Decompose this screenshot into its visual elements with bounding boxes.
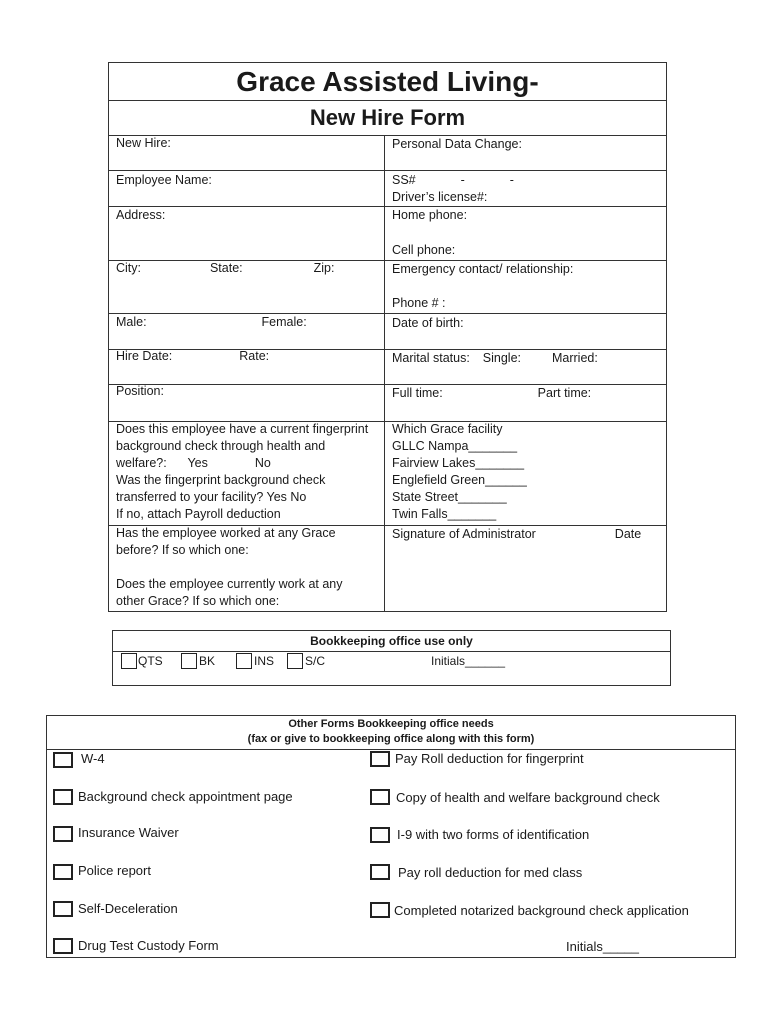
police-report-checkbox[interactable] [53,864,73,880]
current-employment-question[interactable] [116,576,378,610]
facility-option[interactable]: State Street_______ [392,490,507,504]
fingerprint-yes[interactable]: Yes [187,456,208,470]
sc-checkbox[interactable] [287,653,303,669]
health-welfare-copy-checkbox[interactable] [370,789,390,805]
position-field[interactable]: Position: [116,384,164,398]
city-state-zip-row [116,260,378,277]
part-time-field[interactable]: Part time: [537,386,592,400]
ins-checkbox[interactable] [236,653,252,669]
bk-label: BK [199,654,216,668]
emergency-contact-field[interactable]: Emergency contact/ relationship: [392,262,574,276]
notarized-application-label: Completed notarized background check application [394,903,689,918]
fingerprint-no[interactable]: No [254,456,271,470]
background-appointment-checkbox[interactable] [53,789,73,805]
zip-field[interactable]: Zip: [313,261,335,275]
fingerprint-q-line: welfare?: [116,456,167,470]
payroll-fingerprint-label: Pay Roll deduction for fingerprint [395,751,584,766]
fingerprint-question [116,421,378,523]
other-forms-box [46,715,736,958]
i9-checkbox[interactable] [370,827,390,843]
home-phone-field[interactable]: Home phone: [392,208,468,222]
facility-option[interactable]: GLLC Nampa_______ [392,439,518,453]
marital-status-row [392,350,662,367]
bookkeeping-header: Bookkeeping office use only [113,631,670,652]
other-forms-header-line: Other Forms Bookkeeping office needs [288,718,494,730]
rate-field[interactable]: Rate: [239,349,270,363]
previous-employment-question[interactable] [116,525,378,559]
fingerprint-q-line: background check through health and [116,439,326,453]
ss-field[interactable] [392,172,662,189]
worked-q-line: before? If so which one: [116,543,249,557]
police-report-label: Police report [78,863,151,878]
insurance-waiver-label: Insurance Waiver [78,825,179,840]
w4-label: W-4 [81,751,105,766]
marital-status-label: Marital status: [392,351,470,365]
background-appointment-label: Background check appointment page [78,789,293,804]
transfer-q-line[interactable]: transferred to your facility? Yes No [116,490,307,504]
signature-row[interactable] [392,526,662,543]
new-hire-form [108,62,667,612]
date-of-birth-field[interactable]: Date of birth: [392,316,464,330]
city-field[interactable]: City: [116,261,141,275]
bk-checkbox[interactable] [181,653,197,669]
med-class-checkbox[interactable] [370,864,390,880]
qts-label: QTS [138,654,163,668]
address-field[interactable]: Address: [116,208,166,222]
facility-option[interactable]: Englefield Green______ [392,473,527,487]
med-class-label: Pay roll deduction for med class [398,865,583,880]
drug-test-checkbox[interactable] [53,938,73,954]
ss-label: SS# [392,173,416,187]
cell-phone-field[interactable]: Cell phone: [392,243,456,257]
transfer-q-line: Was the fingerprint background check [116,473,326,487]
other-forms-header-line: (fax or give to bookkeeping office along with this form) [247,733,535,745]
gender-row [116,314,378,331]
row-divider [109,170,666,171]
fingerprint-q-line: Does this employee have a current fingerprint [116,422,369,436]
i9-label: I-9 with two forms of identification [397,827,590,842]
fingerprint-answer-row [116,455,378,472]
sc-label: S/C [305,654,326,668]
other-forms-header [47,716,735,750]
qts-checkbox[interactable] [121,653,137,669]
signature-label: Signature of Administrator [392,527,536,541]
facility-option[interactable]: Twin Falls_______ [392,507,497,521]
female-field[interactable]: Female: [261,315,307,329]
drivers-license-field[interactable]: Driver’s license#: [392,190,488,204]
facility-header: Which Grace facility [392,422,503,436]
payroll-fingerprint-checkbox[interactable] [370,751,390,767]
facility-selection [392,421,662,523]
ss-dash: - [460,173,465,187]
self-declaration-checkbox[interactable] [53,901,73,917]
drug-test-label: Drug Test Custody Form [78,938,219,953]
employment-type-row [392,385,662,402]
ss-dash: - [509,173,514,187]
hire-date-field[interactable]: Hire Date: [116,349,173,363]
form-title: Grace Assisted Living- [109,63,666,101]
other-forms-initials[interactable]: Initials_____ [566,939,639,954]
new-hire-field[interactable]: New Hire: [116,136,171,150]
insurance-waiver-checkbox[interactable] [53,826,73,842]
married-field[interactable]: Married: [551,351,598,365]
employee-name-field[interactable]: Employee Name: [116,173,212,187]
date-label: Date [614,527,642,541]
full-time-field[interactable]: Full time: [392,386,443,400]
w4-checkbox[interactable] [53,752,73,768]
form-subtitle: New Hire Form [109,100,666,136]
notarized-application-checkbox[interactable] [370,902,390,918]
transfer-q-line: If no, attach Payroll deduction [116,507,281,521]
health-welfare-copy-label: Copy of health and welfare background check [396,790,660,805]
male-field[interactable]: Male: [116,315,147,329]
current-q-line: other Grace? If so which one: [116,594,280,608]
current-q-line: Does the employee currently work at any [116,577,343,591]
bookkeeping-box [112,630,671,686]
ins-label: INS [254,654,275,668]
worked-q-line: Has the employee worked at any Grace [116,526,336,540]
hire-date-rate-row [116,348,378,365]
single-field[interactable]: Single: [482,351,522,365]
state-field[interactable]: State: [209,261,243,275]
bookkeeping-initials[interactable]: Initials______ [431,654,506,668]
personal-data-change-field[interactable]: Personal Data Change: [392,137,522,151]
phone-number-field[interactable]: Phone # : [392,296,446,310]
facility-option[interactable]: Fairview Lakes_______ [392,456,525,470]
self-declaration-label: Self-Deceleration [78,901,178,916]
